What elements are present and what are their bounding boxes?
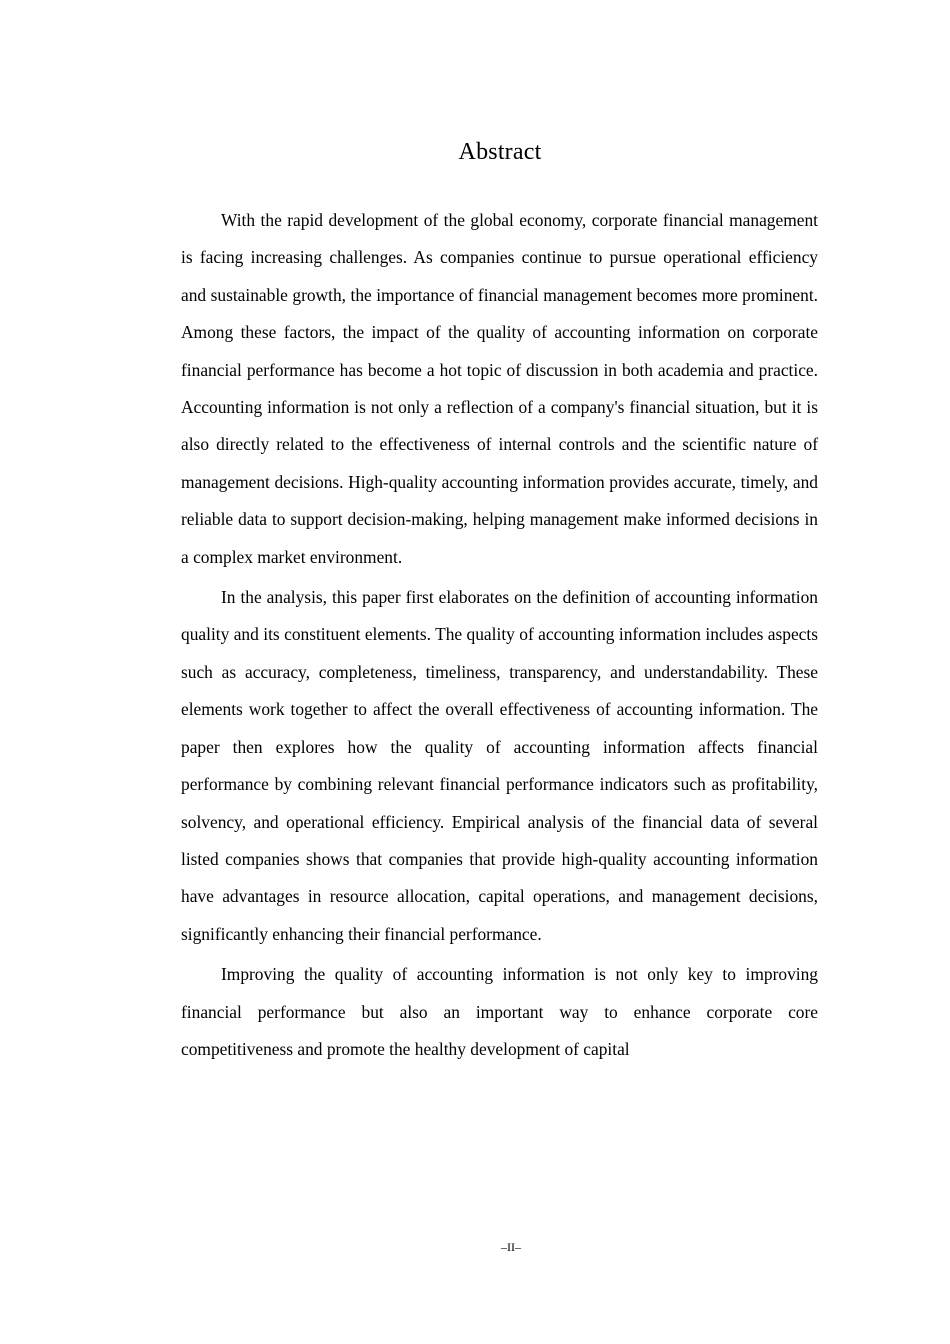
paragraph-3: Improving the quality of accounting information is not only key to improving financial performance but also an important way to enhance corporate core competitiveness and promote the healthy development of capital bbox=[181, 964, 818, 1059]
abstract-body bbox=[181, 202, 818, 1068]
paragraph-2: In the analysis, this paper first elaborates on the definition of accounting information quality and its constituent elements. The quality of accounting information includes aspects such as accuracy, completeness, timeliness, transparency, and understandability. These elements work together to affect the overall effectiveness of accounting information. The paper then explores how the quality of accounting information affects financial performance by combining relevant financial performance indicators such as profitability, solvency, and operational efficiency. Empirical analysis of the financial data of several listed companies shows that companies that provide high-quality accounting information have advantages in resource allocation, capital operations, and management decisions, significantly enhancing their financial performance. bbox=[181, 587, 818, 944]
abstract-title: Abstract bbox=[458, 139, 542, 165]
paragraph-1: With the rapid development of the global economy, corporate financial management is facing increasing challenges. As companies continue to pursue operational efficiency and sustainable growth, the importance of financial management becomes more prominent. Among these factors, the impact of the quality of accounting information on corporate financial performance has become a hot topic of discussion in both academia and practice. Accounting information is not only a reflection of a company's financial situation, but it is also directly related to the effectiveness of internal controls and the scientific nature of management decisions. High-quality accounting information provides accurate, timely, and reliable data to support decision-making, helping management make informed decisions in a complex market environment. bbox=[181, 210, 818, 567]
page-number: –II– bbox=[501, 1240, 521, 1254]
